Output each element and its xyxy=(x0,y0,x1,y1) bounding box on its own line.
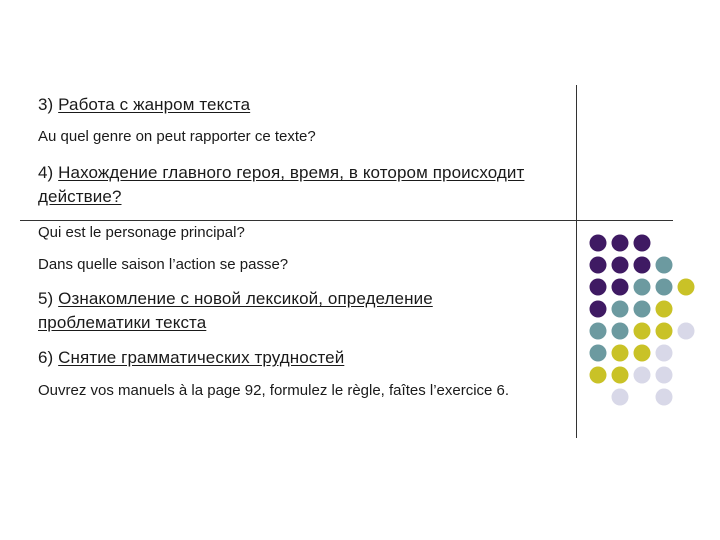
dot-lavender xyxy=(634,367,651,384)
character-question: Qui est le personage principal? xyxy=(38,224,245,241)
season-question: Dans quelle saison l’action se passe? xyxy=(38,256,289,273)
dot-olive xyxy=(634,345,651,362)
dot-purple xyxy=(590,301,607,318)
dot-lavender xyxy=(678,323,695,340)
dot-olive xyxy=(612,345,629,362)
section-4-heading xyxy=(38,163,524,183)
dot-purple xyxy=(612,235,629,252)
dot-purple xyxy=(634,257,651,274)
dot-lavender xyxy=(656,345,673,362)
section-5-heading xyxy=(38,289,433,309)
section-6-title: Снятие грамматических трудностей xyxy=(58,348,345,367)
dot-teal xyxy=(634,279,651,296)
dot-olive xyxy=(590,367,607,384)
dot-purple xyxy=(612,257,629,274)
section-5-title-line2: проблематики текста xyxy=(38,313,207,332)
dot-olive xyxy=(678,279,695,296)
section-5-number: 5) xyxy=(38,289,54,308)
section-3-number: 3) xyxy=(38,95,54,114)
horizontal-divider xyxy=(20,220,673,221)
section-3-heading xyxy=(38,95,250,115)
dot-teal xyxy=(634,301,651,318)
dot-olive xyxy=(656,301,673,318)
dot-purple xyxy=(590,257,607,274)
dot-teal xyxy=(656,279,673,296)
vertical-divider xyxy=(576,85,577,438)
section-4-number: 4) xyxy=(38,163,54,182)
dot-olive xyxy=(656,323,673,340)
genre-question: Au quel genre on peut rapporter ce texte? xyxy=(38,128,316,145)
dot-purple xyxy=(634,235,651,252)
dot-purple xyxy=(590,235,607,252)
dot-teal xyxy=(590,345,607,362)
dot-lavender xyxy=(612,389,629,406)
dot-teal xyxy=(612,323,629,340)
exercise-instruction: Ouvrez vos manuels à la page 92, formulez le règle, faîtes l’exercice 6. xyxy=(38,382,510,399)
dot-lavender xyxy=(656,367,673,384)
section-6-number: 6) xyxy=(38,348,54,367)
dot-olive xyxy=(634,323,651,340)
section-5-title-line2-row xyxy=(38,313,206,333)
dot-lavender xyxy=(656,389,673,406)
section-3-title: Работа с жанром текста xyxy=(58,95,251,114)
section-4-title-line1: Нахождение главного героя, время, в котором происходит xyxy=(58,163,525,182)
dot-teal xyxy=(590,323,607,340)
dot-teal xyxy=(656,257,673,274)
dot-teal xyxy=(612,301,629,318)
dot-purple xyxy=(612,279,629,296)
section-4-title-line2-row xyxy=(38,187,122,207)
dot-olive xyxy=(612,367,629,384)
dot-purple xyxy=(590,279,607,296)
section-5-title-line1: Ознакомление с новой лексикой, определение xyxy=(58,289,433,308)
section-6-heading xyxy=(38,348,344,368)
section-4-title-line2: действие? xyxy=(38,187,122,206)
